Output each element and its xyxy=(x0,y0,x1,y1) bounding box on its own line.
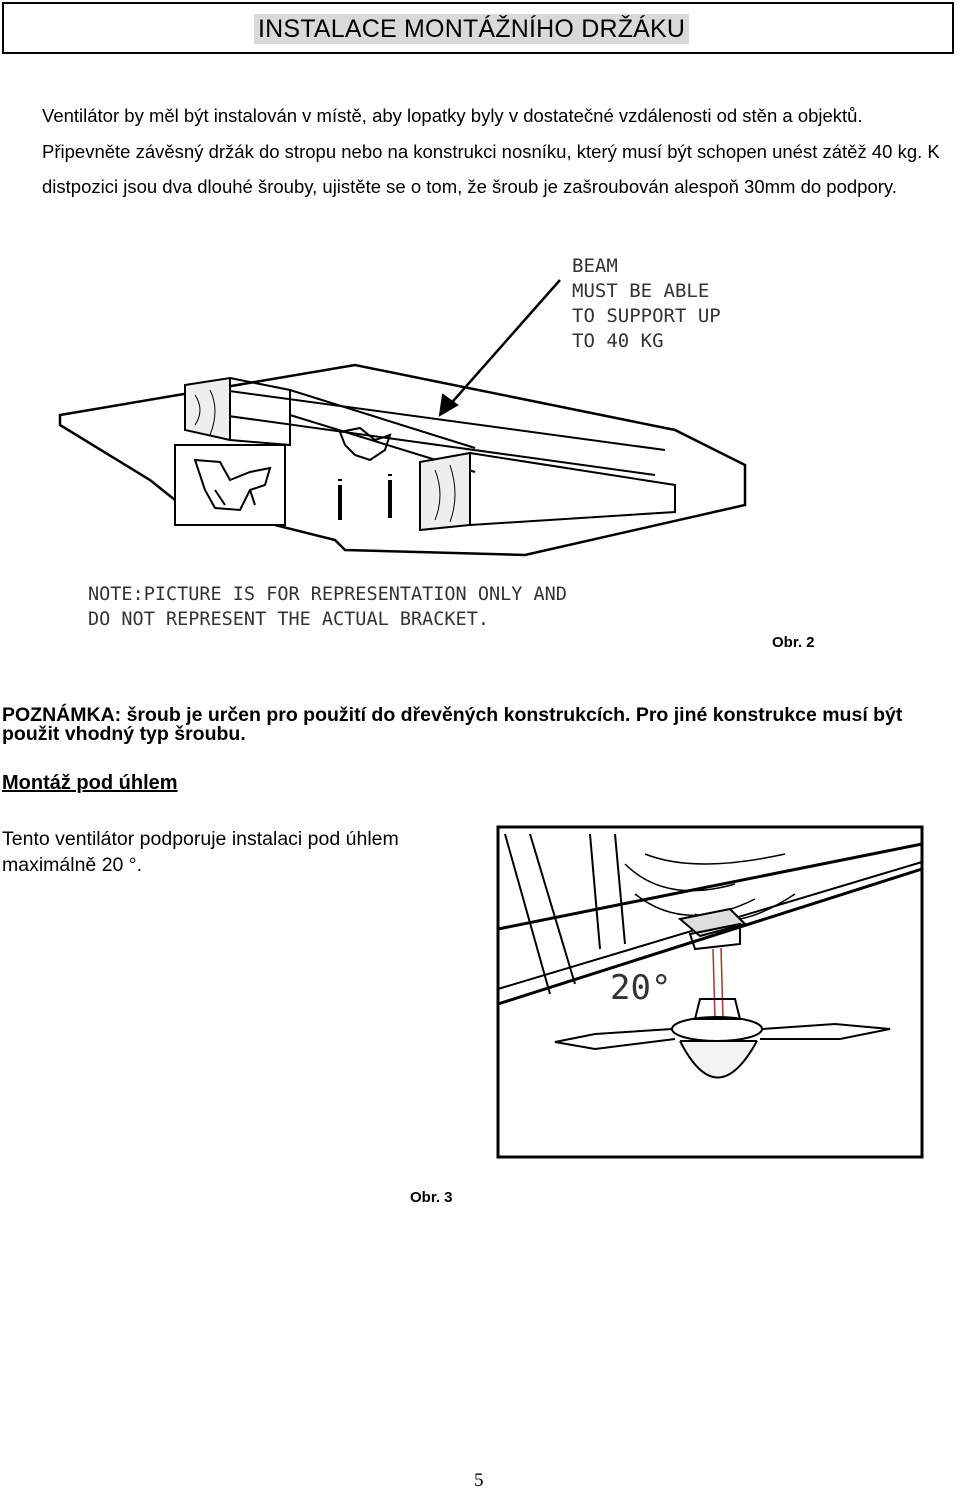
title-box xyxy=(2,2,954,54)
beam-label-line-1: BEAM xyxy=(572,255,618,277)
page-number: 5 xyxy=(474,1470,484,1491)
figure-caption-obr2: Obr. 2 xyxy=(772,634,815,651)
beam-bracket-illustration xyxy=(55,250,755,635)
figure-note-line-2: DO NOT REPRESENT THE ACTUAL BRACKET. xyxy=(88,609,489,630)
figure-note-line-1: NOTE:PICTURE IS FOR REPRESENTATION ONLY AND xyxy=(88,584,567,605)
figure-caption-obr3: Obr. 3 xyxy=(410,1189,453,1206)
angle-label: 20° xyxy=(610,968,672,1008)
angled-ceiling-fan-illustration xyxy=(495,824,925,1160)
angle-paragraph: Tento ventilátor podporuje instalaci pod úhlem maximálně 20 °. xyxy=(2,828,399,876)
intro-paragraph: Ventilátor by měl být instalován v místě, aby lopatky byly v dostatečné vzdálenosti od stěn a objektů. Připevněte závěsný držák do stropu nebo na konstrukci nosníku, který musí být schopen unést zátěž 40 kg. K distpozici jsou dva dlouhé šrouby, ujistěte se o tom, že šroub je zašroubován alespoň 30mm do podpory. xyxy=(42,105,940,197)
section-heading: Montáž pod úhlem xyxy=(2,772,178,794)
beam-label-line-4: TO 40 KG xyxy=(572,330,664,352)
note-paragraph: POZNÁMKA: šroub je určen pro použití do dřevěných konstrukcích. Pro jiné konstrukce musí být použit vhodný typ šroubu. xyxy=(2,704,903,745)
beam-label-line-3: TO SUPPORT UP xyxy=(572,305,721,327)
page-title: INSTALACE MONTÁŽNÍHO DRŽÁKU xyxy=(254,14,689,44)
beam-label-line-2: MUST BE ABLE xyxy=(572,280,710,302)
